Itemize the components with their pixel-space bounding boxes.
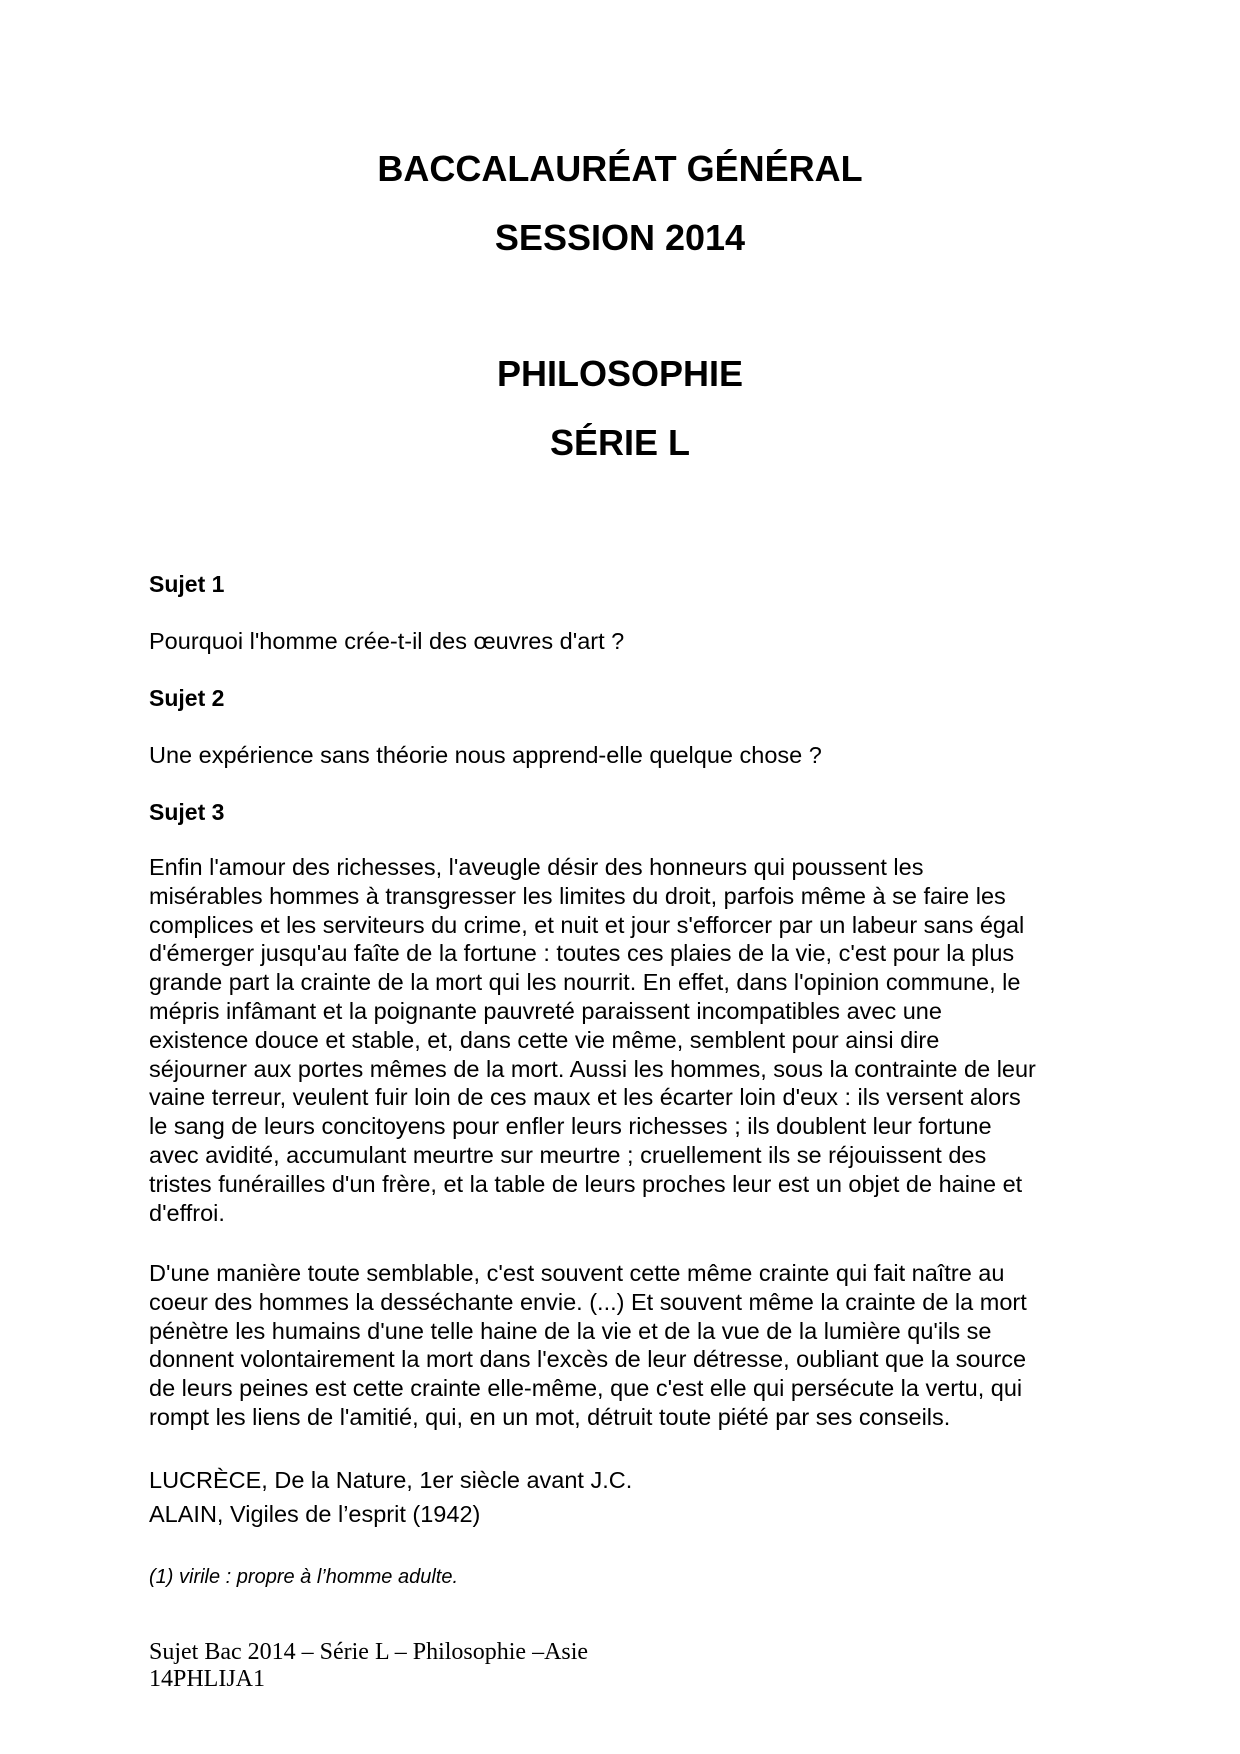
text-line: le sang de leurs concitoyens pour enfler leurs richesses ; ils doublent leur fortune bbox=[149, 1113, 992, 1140]
text-paragraph-2 bbox=[149, 1259, 1109, 1432]
footer-title: Sujet Bac 2014 – Série L – Philosophie –Asie bbox=[149, 1639, 589, 1665]
text-line: grande part la crainte de la mort qui les nourrit. En effet, dans l'opinion commune, le bbox=[149, 969, 1021, 996]
text-line: séjourner aux portes mêmes de la mort. Aussi les hommes, sous la contrainte de leur bbox=[149, 1055, 1036, 1082]
footnote: (1) virile : propre à l’homme adulte. bbox=[149, 1566, 459, 1588]
text-paragraph-1 bbox=[149, 853, 1109, 1227]
text-line: donnent volontairement la mort dans l'excès de leur détresse, oubliant que la source bbox=[149, 1346, 1027, 1373]
text-line: mépris infâmant et la poignante pauvreté paraissent incompatibles avec une bbox=[149, 997, 942, 1024]
text-line: D'une manière toute semblable, c'est souvent cette même crainte qui fait naître au bbox=[149, 1260, 1005, 1286]
exam-session: SESSION 2014 bbox=[494, 217, 746, 258]
exam-subject: PHILOSOPHIE bbox=[496, 353, 744, 394]
text-line: tristes funérailles d'un frère, et la table de leurs proches leur est un objet de haine et bbox=[149, 1170, 1023, 1197]
sujet-1-question: Pourquoi l'homme crée-t-il des œuvres d'art ? bbox=[149, 628, 625, 654]
exam-title: BACCALAURÉAT GÉNÉRAL bbox=[377, 148, 863, 189]
text-line: rompt les liens de l'amitié, qui, en un mot, détruit toute piété par ses conseils. bbox=[149, 1403, 951, 1430]
text-line: d'émerger jusqu'au faîte de la fortune : toutes ces plaies de la vie, c'est pour la plus bbox=[149, 940, 1015, 967]
source-alain: ALAIN, Vigiles de l’esprit (1942) bbox=[149, 1501, 481, 1527]
text-line: coeur des hommes la desséchante envie. (...) Et souvent même la crainte de la mort bbox=[149, 1288, 1027, 1315]
text-line: pénètre les humains d'une telle haine de la vie et de la vue de la lumière qu'ils se bbox=[149, 1317, 992, 1344]
sujet-1-label: Sujet 1 bbox=[149, 571, 225, 597]
sujet-3-label: Sujet 3 bbox=[149, 799, 225, 825]
text-line: complices et les serviteurs du crime, et nuit et jour s'efforcer par un labeur sans égal bbox=[149, 911, 1025, 938]
exam-series: SÉRIE L bbox=[549, 422, 691, 463]
sujet-2-question: Une expérience sans théorie nous apprend-elle quelque chose ? bbox=[149, 742, 822, 768]
text-line: d'effroi. bbox=[149, 1199, 225, 1226]
text-line: de leurs peines est cette crainte elle-même, que c'est elle qui persécute la vertu, qui bbox=[149, 1375, 1023, 1402]
text-line: vaine terreur, veulent fuir loin de ces maux et les écarter loin d'eux : ils versent alors bbox=[149, 1084, 1021, 1111]
footer-code: 14PHLIJA1 bbox=[149, 1666, 266, 1692]
sujet-2-label: Sujet 2 bbox=[149, 685, 225, 711]
text-line: Enfin l'amour des richesses, l'aveugle désir des honneurs qui poussent les bbox=[149, 854, 924, 880]
text-line: avec avidité, accumulant meurtre sur meurtre ; cruellement ils se réjouissent des bbox=[149, 1141, 987, 1168]
text-line: misérables hommes à transgresser les limites du droit, parfois même à se faire les bbox=[149, 882, 1006, 909]
source-lucrece: LUCRÈCE, De la Nature, 1er siècle avant J.C. bbox=[149, 1467, 633, 1493]
text-line: existence douce et stable, et, dans cette vie même, semblent pour ainsi dire bbox=[149, 1026, 940, 1053]
